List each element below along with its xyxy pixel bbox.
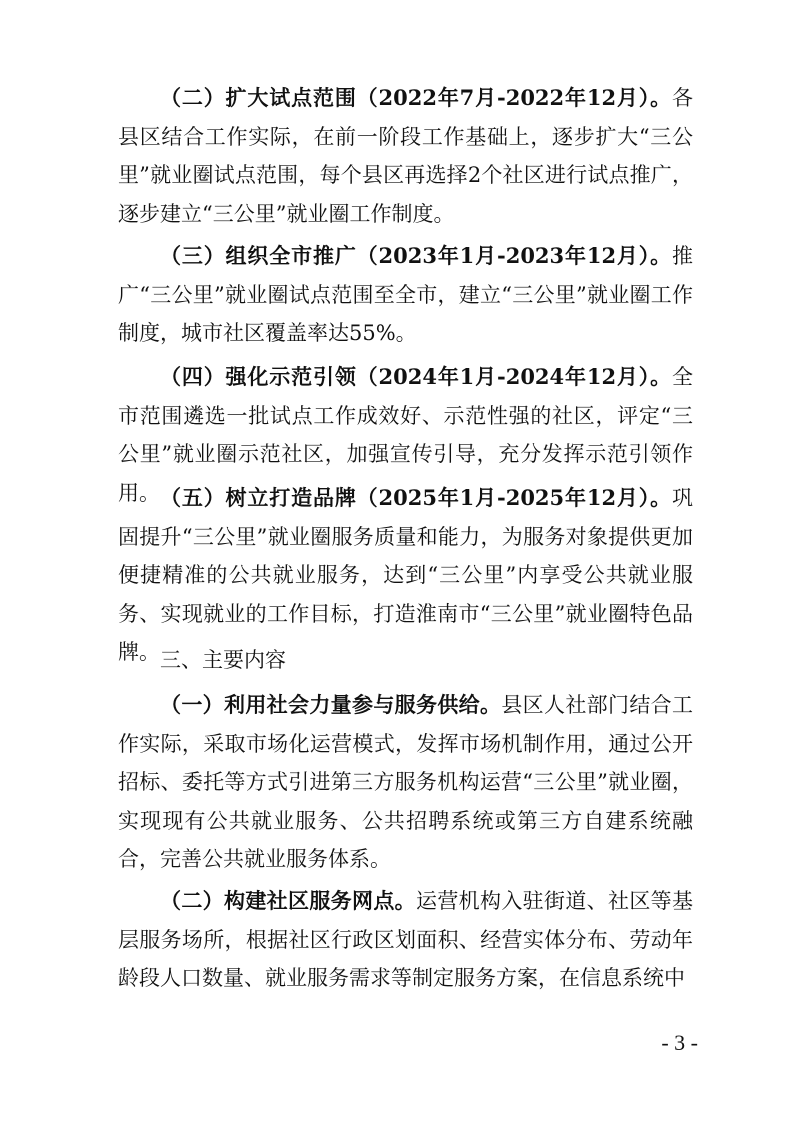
paragraph-body: 巩固提升“三公里”就业圈服务质量和能力，为服务对象提供更加便捷精准的公共就业服务，达到“三公里”内享受公共就业服务、实现就业的工作目标，打造淮南市“三公里”就业圈特色品牌。: [118, 486, 693, 664]
paragraph-body: 各县区结合工作实际，在前一阶段工作基础上，逐步扩大“三公里”就业圈试点范围，每个县区再选择2个社区进行试点推广，逐步建立“三公里”就业圈工作制度。: [118, 86, 693, 226]
paragraph-pilot-expansion: [118, 79, 693, 233]
paragraph-heading: （一）利用社会力量参与服务供给。: [160, 692, 502, 717]
paragraph-heading: （二）扩大试点范围（2022年7月-2022年12月）。: [160, 85, 672, 110]
paragraph-heading: （三）组织全市推广（2023年1月-2023年12月）。: [160, 243, 672, 268]
paragraph-community-service-points: [118, 882, 693, 998]
paragraph-heading: （二）构建社区服务网点。: [160, 888, 416, 913]
paragraph-citywide-promotion: [118, 237, 693, 353]
paragraph-heading: （五）树立打造品牌（2025年1月-2025年12月）。: [160, 485, 672, 510]
paragraph-body: 推广“三公里”就业圈试点范围至全市，建立“三公里”就业圈工作制度，城市社区覆盖率达55%。: [118, 244, 693, 345]
paragraph-body: 全市范围遴选一批试点工作成效好、示范性强的社区，评定“三公里”就业圈示范社区，加强宣传引导，充分发挥示范引领作用。: [118, 365, 693, 505]
paragraph-body: 运营机构入驻街道、社区等基层服务场所，根据社区行政区划面积、经营实体分布、劳动年龄段人口数量、就业服务需求等制定服务方案，在信息系统中: [118, 889, 693, 990]
paragraph-social-forces: [118, 686, 693, 879]
page-number: - 3 -: [661, 1030, 698, 1055]
section-heading: 三、主要内容: [160, 648, 286, 672]
paragraph-body: 县区人社部门结合工作实际，采取市场化运营模式，发挥市场机制作用，通过公开招标、委托等方式引进第三方服务机构运营“三公里”就业圈，实现现有公共就业服务、公共招聘系统或第三方自建系统融合，完善公共就业服务体系。: [118, 693, 694, 871]
paragraph-heading: （四）强化示范引领（2024年1月-2024年12月）。: [160, 364, 672, 389]
